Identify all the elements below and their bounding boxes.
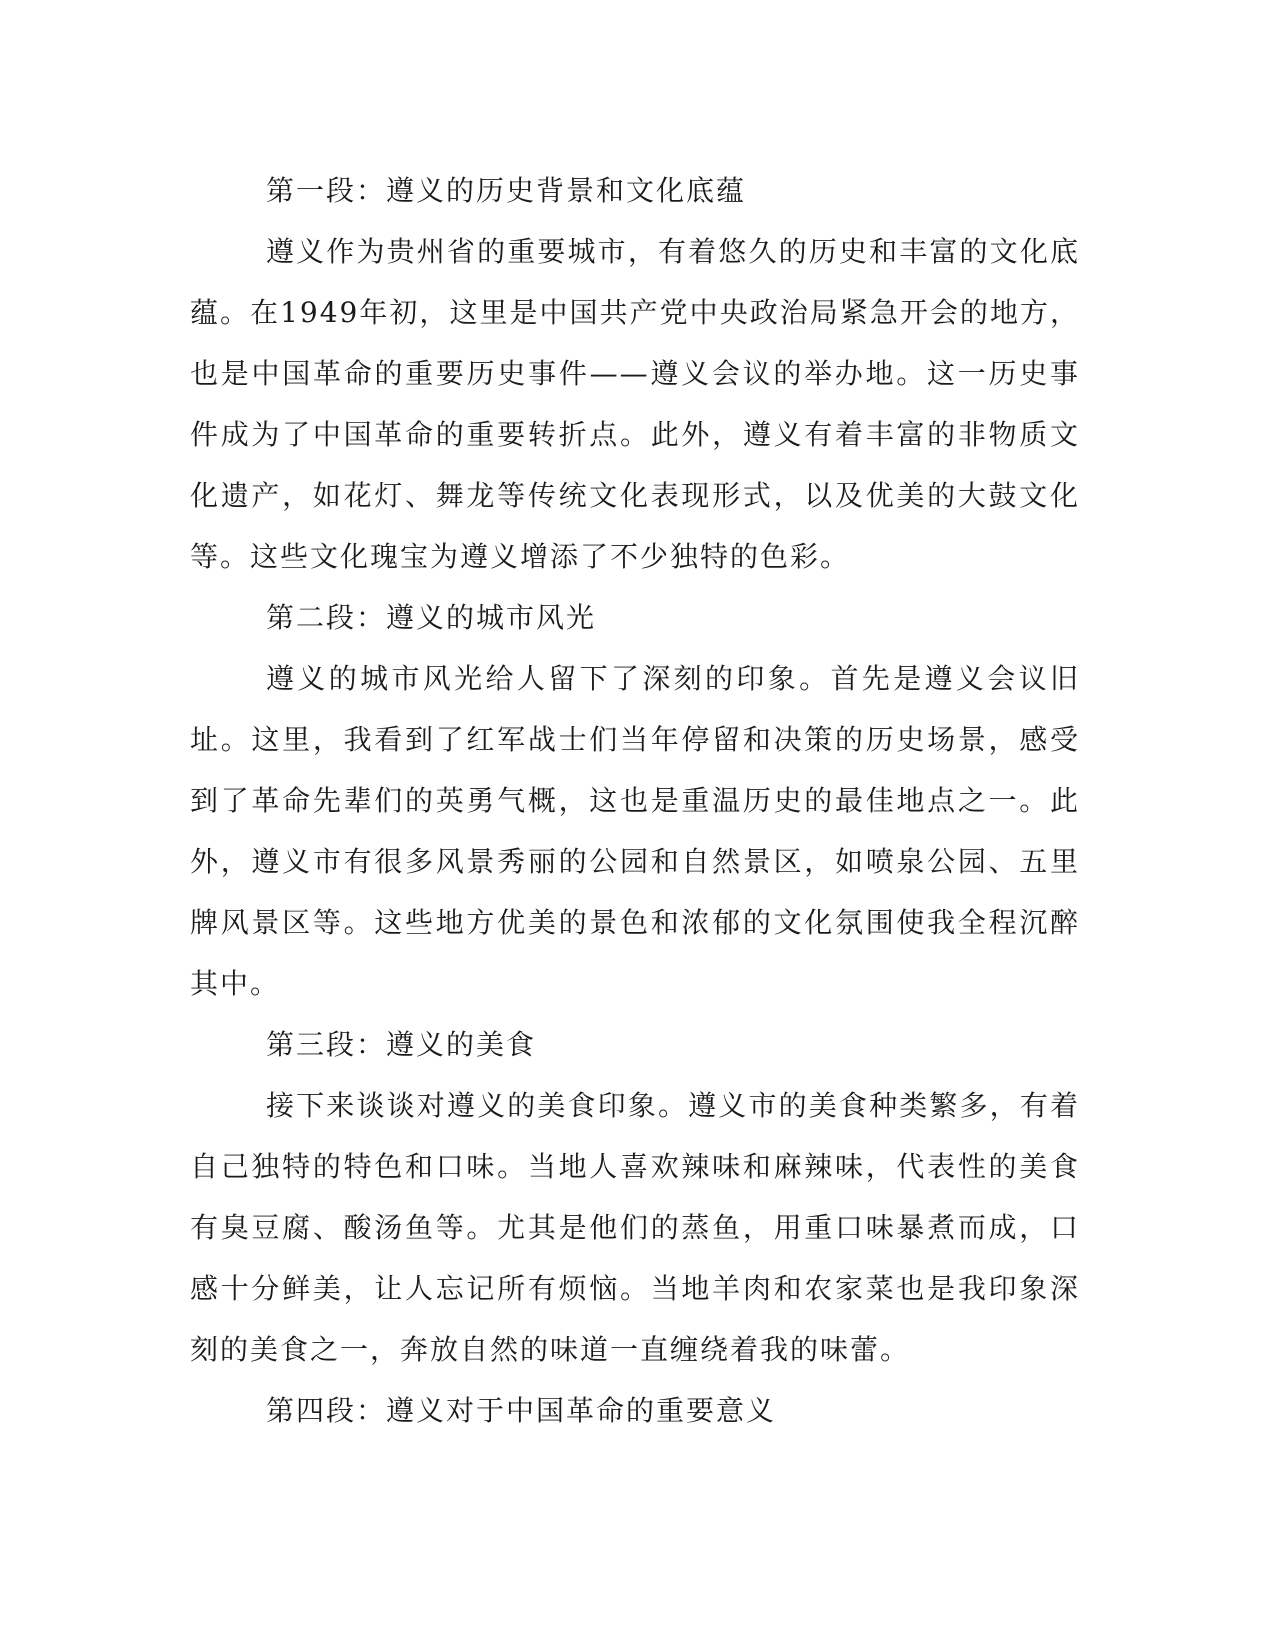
section-2-paragraph: 遵义的城市风光给人留下了深刻的印象。首先是遵义会议旧址。这里，我看到了红军战士们当年停留和决策的历史场景，感受到了革命先辈们的英勇气概，这也是重温历史的最佳地点之一。此外，遵义市有很多风景秀丽的公园和自然景区，如喷泉公园、五里牌风景区等。这些地方优美的景色和浓郁的文化氛围使我全程沉醉其中。 — [190, 662, 1080, 1000]
section-1-paragraph: 遵义作为贵州省的重要城市，有着悠久的历史和丰富的文化底蕴。在1949年初，这里是中国共产党中央政治局紧急开会的地方，也是中国革命的重要历史事件——遵义会议的举办地。这一历史事件成为了中国革命的重要转折点。此外，遵义有着丰富的非物质文化遗产，如花灯、舞龙等传统文化表现形式，以及优美的大鼓文化等。这些文化瑰宝为遵义增添了不少独特的色彩。 — [190, 235, 1080, 573]
section-3-heading: 第三段：遵义的美食 — [266, 1028, 537, 1061]
section-3-paragraph: 接下来谈谈对遵义的美食印象。遵义市的美食种类繁多，有着自己独特的特色和口味。当地人喜欢辣味和麻辣味，代表性的美食有臭豆腐、酸汤鱼等。尤其是他们的蒸鱼，用重口味暴煮而成，口感十分鲜美，让人忘记所有烦恼。当地羊肉和农家菜也是我印象深刻的美食之一，奔放自然的味道一直缠绕着我的味蕾。 — [190, 1089, 1080, 1366]
document-body — [190, 160, 1080, 1441]
section-4-heading: 第四段：遵义对于中国革命的重要意义 — [266, 1394, 777, 1427]
section-2-heading: 第二段：遵义的城市风光 — [266, 601, 597, 634]
section-1-heading: 第一段：遵义的历史背景和文化底蕴 — [266, 174, 747, 207]
